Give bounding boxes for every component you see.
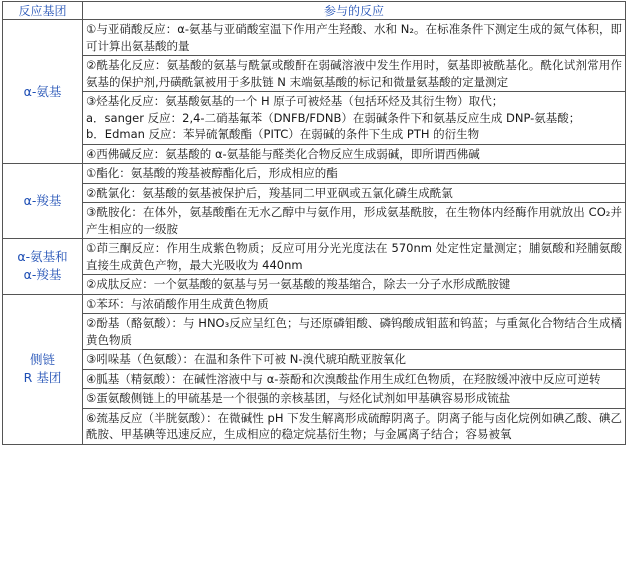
reaction-entry (83, 20, 626, 56)
group-name-line: α-氨基和 (17, 249, 68, 265)
group-name-line: R 基团 (23, 370, 62, 385)
group-name (3, 239, 83, 295)
group-name (3, 164, 83, 239)
group-name (3, 294, 83, 444)
reaction-line: a．sanger 反应：2,4-二硝基氟苯（DNFB/FDNB）在弱碱条件下和氨基反应生成 DNP-氨基酸； (86, 110, 581, 125)
reaction-entry (83, 350, 626, 370)
reaction-entry (83, 275, 626, 295)
reaction-entry (83, 56, 626, 92)
reaction-entry (83, 92, 626, 145)
table-row (3, 56, 626, 92)
group-name-line: 侧链 (29, 352, 55, 367)
reaction-line: b．Edman 反应：苯异硫氰酸酯（PITC）在弱碱的条件下生成 PTH 的衍生物 (86, 127, 480, 141)
group-name-line: α-羧基 (23, 267, 62, 283)
table-row (3, 20, 626, 56)
table-row (3, 408, 626, 444)
reaction-entry (83, 389, 626, 409)
table-row (3, 369, 626, 389)
table-row (3, 203, 626, 239)
table-row (3, 294, 626, 314)
reaction-line: ②成肽反应：一个氨基酸的氨基与另一氨基酸的羧基缩合，除去一分子水形成酰胺键 (86, 277, 511, 291)
reaction-line: ③烃基化反应：氨基酸氨基的一个 H 原子可被烃基（包括环烃及其衍生物）取代； (86, 94, 504, 108)
group-name (3, 20, 83, 164)
reaction-line: ①苯环：与浓硝酸作用生成黄色物质 (86, 296, 269, 311)
reaction-line: ②酚基（酪氨酸）：与 HNO₃反应呈红色；与还原磷钼酸、磷钨酸成钼蓝和钨蓝；与重氮化合物结合生成橘黄色物质 (86, 316, 622, 347)
reaction-line: ②酰氯化：氨基酸的氨基被保护后，羧基同二甲亚砜或五氯化磷生成酰氯 (86, 185, 453, 200)
table-row (3, 275, 626, 295)
reaction-entry (83, 183, 626, 203)
table-row (3, 144, 626, 164)
header-reaction: 参与的反应 (83, 2, 626, 20)
reaction-entry (83, 408, 626, 444)
reaction-line: ③酰胺化：在体外，氨基酸酯在无水乙醇中与氨作用，形成氨基酰胺，在生物体内经酶作用就放出 CO₂并产生相应的一级胺 (86, 205, 622, 236)
table-row (3, 92, 626, 145)
reaction-line: ①酯化：氨基酸的羧基被醇酯化后，形成相应的酯 (86, 166, 338, 180)
table-row (3, 350, 626, 370)
table-row (3, 389, 626, 409)
table-row (3, 239, 626, 275)
reaction-entry (83, 203, 626, 239)
reaction-entry (83, 314, 626, 350)
group-name-line: α-氨基 (23, 83, 62, 99)
header-group: 反应基团 (3, 2, 83, 20)
reaction-line: ⑥巯基反应（半胱氨酸）：在微碱性 pH 下发生解离形成硫醇阴离子。阴离子能与卤化烷例如碘乙酸、碘乙酰胺、甲基碘等迅速反应，生成相应的稳定烷基衍生物；与金属离子结合；容易被氧 (86, 410, 622, 441)
reaction-table (2, 1, 626, 445)
reaction-line: ①茚三酮反应：作用生成紫色物质；反应可用分光光度法在 570nm 处定性定量测定；脯氨酸和羟脯氨酸直接生成黄色产物，最大光吸收为 440nm (86, 241, 622, 272)
table-row (3, 314, 626, 350)
table-row (3, 164, 626, 184)
reaction-line: ③吲哚基（色氨酸）：在温和条件下可被 N-溴代琥珀酰亚胺氧化 (86, 352, 406, 366)
reaction-entry (83, 164, 626, 184)
reaction-line: ⑤蛋氨酸侧链上的甲硫基是一个很强的亲核基团，与烃化试剂如甲基碘容易形成锍盐 (86, 391, 511, 405)
reaction-entry (83, 294, 626, 314)
reaction-entry (83, 369, 626, 389)
reaction-line: ①与亚硝酸反应：α-氨基与亚硝酸室温下作用产生羟酸、水和 N₂。在标准条件下测定生成的氮气体积，即可计算出氨基酸的量 (86, 22, 622, 53)
reaction-entry (83, 144, 626, 164)
reaction-line: ④胍基（精氨酸）：在碱性溶液中与 α-萘酚和次溴酸盐作用生成红色物质，在羟胺缓冲液中反应可逆转 (86, 371, 601, 386)
table-row (3, 183, 626, 203)
reaction-line: ②酰基化反应：氨基酸的氨基与酰氯或酸酐在弱碱溶液中发生作用时，氨基即被酰基化。酰化试剂常用作氨基的保护剂,丹磺酰氯被用于多肽链 N 末端氨基酸的标记和微量氨基酸的定量测定 (86, 58, 622, 89)
reaction-line: ④西佛碱反应：氨基酸的 α-氨基能与醛类化合物反应生成弱碱，即所谓西佛碱 (86, 146, 480, 161)
reaction-entry (83, 239, 626, 275)
group-name-line: α-羧基 (23, 193, 62, 208)
header-row (3, 2, 626, 20)
